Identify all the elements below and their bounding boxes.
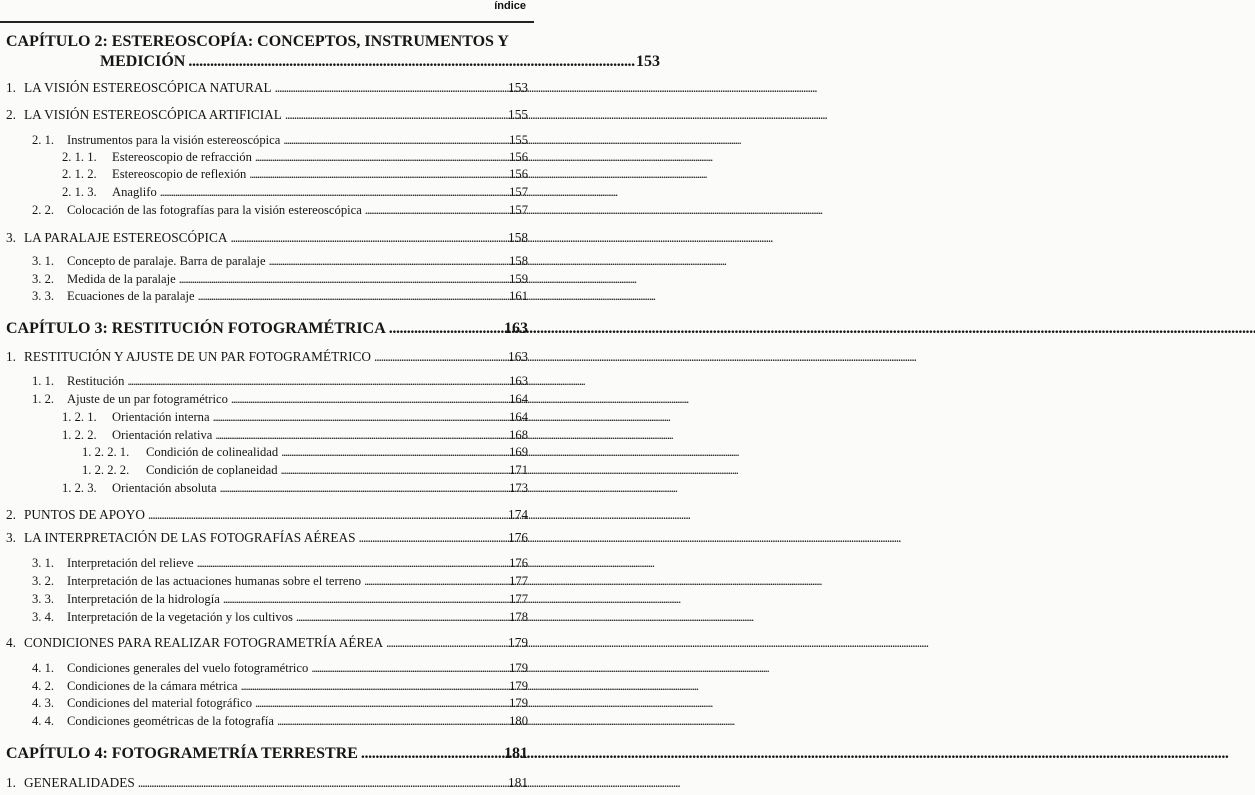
toc-entry[interactable] [62, 428, 528, 443]
toc-entry[interactable] [32, 556, 528, 571]
toc-entry[interactable] [6, 507, 528, 523]
chapter-2-title[interactable]: CAPÍTULO 2: ESTEREOSCOPÍA: CONCEPTOS, INSTRUMENTOS Y [6, 33, 509, 50]
entry-title: Condiciones de la cámara métrica [67, 679, 238, 693]
dot-leader [359, 530, 501, 546]
entry-number: 3. 4. [32, 610, 55, 624]
entry-title: Interpretación de la vegetación y los cultivos [67, 610, 293, 624]
dot-leader [220, 481, 501, 496]
dot-leader [230, 230, 501, 246]
toc-entry[interactable] [62, 167, 528, 182]
dot-leader [296, 610, 501, 625]
dot-leader [160, 185, 501, 200]
entry-number: 3. [6, 530, 16, 545]
entry-title: PUNTOS DE APOYO [24, 507, 145, 522]
entry-page-number: 168 [509, 428, 528, 442]
dot-leader [241, 679, 501, 694]
toc-entry[interactable] [6, 107, 528, 123]
entry-number: 2. [6, 107, 16, 122]
entry-title: Orientación absoluta [112, 481, 217, 495]
dot-leader [275, 80, 501, 96]
entry-number: 2. 1. 2. [62, 167, 97, 181]
dot-leader [269, 254, 501, 269]
entry-number: 1. [6, 80, 16, 95]
toc-entry[interactable] [82, 463, 528, 478]
entry-number: 4. 1. [32, 661, 55, 675]
entry-title: GENERALIDADES [24, 775, 135, 790]
index-label: índice [494, 0, 526, 12]
entry-page-number: 164 [509, 410, 528, 424]
toc-entry[interactable] [62, 481, 528, 496]
entry-page-number: 180 [509, 714, 528, 728]
entry-title: LA VISIÓN ESTEREOSCÓPICA ARTIFICIAL [24, 107, 282, 122]
dot-leader [361, 745, 493, 763]
entry-number: 3. 3. [32, 592, 55, 606]
entry-number: 3. [6, 230, 16, 245]
dot-leader [138, 775, 501, 791]
entry-number: 1. 2. 2. 2. [82, 463, 130, 477]
entry-number: 2. 1. 1. [62, 150, 97, 164]
toc-entry[interactable] [6, 635, 528, 651]
toc-entry[interactable] [32, 610, 528, 625]
entry-page-number: 179 [509, 696, 528, 710]
chapter-2-page: 153 [635, 53, 660, 70]
entry-page-number: 163 [509, 374, 528, 388]
entry-title: Estereoscopio de refracción [112, 150, 252, 164]
entry-page-number: 179 [509, 679, 528, 693]
toc-entry[interactable] [32, 574, 528, 589]
chapter-title-text: CAPÍTULO 4: FOTOGRAMETRÍA TERRESTRE [6, 745, 358, 762]
entry-page-number: 171 [509, 463, 528, 477]
entry-title: Condiciones generales del vuelo fotogramétrico [67, 661, 309, 675]
dot-leader [223, 592, 501, 607]
toc-entry[interactable] [32, 374, 528, 389]
entry-number: 2. 2. [32, 203, 55, 217]
entry-title: Colocación de las fotografías para la visión estereoscópica [67, 203, 362, 217]
entry-number: 1. 2. 2. 1. [82, 445, 130, 459]
entry-page-number: 159 [509, 272, 528, 286]
chapter-4-title[interactable] [6, 745, 528, 763]
entry-number: 3. 1. [32, 254, 55, 268]
entry-title: Orientación interna [112, 410, 210, 424]
toc-entry[interactable] [32, 133, 528, 148]
dot-leader [285, 107, 501, 123]
chapter-3-title[interactable] [6, 320, 528, 338]
entry-title: LA INTERPRETACIÓN DE LAS FOTOGRAFÍAS AÉREAS [24, 530, 356, 545]
entry-number: 2. 1. [32, 133, 55, 147]
entry-number: 3. 2. [32, 574, 55, 588]
entry-number: 3. 3. [32, 289, 55, 303]
toc-entry[interactable] [32, 392, 528, 407]
toc-entry[interactable] [32, 661, 528, 676]
toc-entry[interactable] [32, 254, 528, 269]
toc-entry[interactable] [82, 445, 528, 460]
entry-page-number: 155 [509, 133, 528, 147]
entry-page-number: 158 [508, 230, 528, 245]
entry-page-number: 158 [509, 254, 528, 268]
chapter-title-text: CAPÍTULO 3: RESTITUCIÓN FOTOGRAMÉTRICA [6, 320, 386, 337]
entry-number: 4. 3. [32, 696, 55, 710]
toc-entry[interactable] [6, 80, 528, 96]
entry-page-number: 156 [509, 150, 528, 164]
entry-page-number: 177 [509, 574, 528, 588]
entry-title: Anaglifo [112, 185, 157, 199]
dot-leader [389, 320, 493, 338]
entry-page-number: 174 [508, 507, 528, 522]
toc-entry[interactable] [32, 696, 528, 711]
entry-page-number: 176 [509, 556, 528, 570]
entry-page-number: 161 [509, 289, 528, 303]
entry-number: 3. 1. [32, 556, 55, 570]
toc-entry[interactable] [32, 272, 528, 287]
entry-title: Orientación relativa [112, 428, 213, 442]
dot-leader [198, 289, 501, 304]
entry-title: Condiciones geométricas de la fotografía [67, 714, 275, 728]
chapter-page-number: 181 [504, 745, 528, 762]
entry-title: Interpretación de las actuaciones humanas sobre el terreno [67, 574, 362, 588]
toc-entry[interactable] [32, 714, 528, 729]
dot-leader [213, 410, 501, 425]
toc-entry[interactable] [32, 679, 528, 694]
entry-page-number: 178 [509, 610, 528, 624]
chapter-page-number: 163 [504, 320, 528, 337]
entry-page-number: 177 [509, 592, 528, 606]
entry-title: Ajuste de un par fotogramétrico [67, 392, 228, 406]
entry-title: Medida de la paralaje [67, 272, 176, 286]
dot-leader [311, 661, 501, 676]
toc-entry[interactable] [62, 150, 528, 165]
entry-title: Condición de coplaneidad [146, 463, 278, 477]
entry-page-number: 176 [508, 530, 528, 545]
entry-page-number: 157 [509, 185, 528, 199]
entry-title: Concepto de paralaje. Barra de paralaje [67, 254, 266, 268]
entry-number: 1. 2. [32, 392, 55, 406]
entry-page-number: 156 [509, 167, 528, 181]
dot-leader [374, 349, 501, 365]
toc-entry[interactable] [32, 203, 528, 218]
dot-leader [179, 272, 501, 287]
entry-title: Estereoscopio de reflexión [112, 167, 247, 181]
dot-leader: . . . . . . . . . . . . . . . . . . . . . . . . . . . . . . . . . . . . . . . . . . . . . . . . . . . . . . . . . . . . . . . . . . . . . . . . . . . . . . . . . . . . . . . . . . . . . . . . . . . . . . . . . . . . . . . . . . . . . . . . . . . . [188, 53, 633, 70]
entry-title: Instrumentos para la visión estereoscópica [67, 133, 281, 147]
toc-entry[interactable] [32, 289, 528, 304]
dot-leader [148, 507, 501, 523]
toc-entry[interactable] [6, 230, 528, 246]
entry-page-number: 173 [509, 481, 528, 495]
chapter-2-title-cont: MEDICIÓN [100, 53, 186, 70]
toc-entry[interactable] [32, 592, 528, 607]
dot-leader [215, 428, 501, 443]
entry-page-number: 169 [509, 445, 528, 459]
entry-page-number: 179 [509, 661, 528, 675]
dot-leader [386, 635, 501, 651]
dot-leader [281, 445, 501, 460]
entry-number: 4. 4. [32, 714, 55, 728]
entry-title: LA PARALAJE ESTEREOSCÓPICA [24, 230, 228, 245]
entry-number: 2. 1. 3. [62, 185, 97, 199]
entry-page-number: 153 [508, 80, 528, 95]
entry-title: Condición de colinealidad [146, 445, 279, 459]
entry-number: 1. [6, 775, 16, 790]
header-rule [0, 21, 534, 23]
dot-leader [197, 556, 501, 571]
entry-number: 1. 2. 1. [62, 410, 97, 424]
chapter-2-title-line2[interactable] [100, 53, 660, 71]
dot-leader [255, 150, 501, 165]
entry-number: 1. 2. 2. [62, 428, 97, 442]
entry-page-number: 163 [508, 349, 528, 364]
entry-number: 4. [6, 635, 16, 650]
dot-leader [281, 463, 502, 478]
entry-number: 2. [6, 507, 16, 522]
entry-title: Interpretación del relieve [67, 556, 194, 570]
entry-number: 1. 1. [32, 374, 55, 388]
entry-title: Condiciones del material fotográfico [67, 696, 252, 710]
entry-title: CONDICIONES PARA REALIZAR FOTOGRAMETRÍA AÉREA [24, 635, 384, 650]
entry-page-number: 179 [508, 635, 528, 650]
dot-leader [283, 133, 501, 148]
entry-page-number: 157 [509, 203, 528, 217]
toc-entry[interactable] [62, 185, 528, 200]
entry-title: RESTITUCIÓN Y AJUSTE DE UN PAR FOTOGRAMÉTRICO [24, 349, 371, 364]
entry-title: LA VISIÓN ESTEREOSCÓPICA NATURAL [24, 80, 272, 95]
entry-number: 1. [6, 349, 16, 364]
toc-entry[interactable] [6, 775, 528, 791]
dot-leader [231, 392, 501, 407]
entry-title: Ecuaciones de la paralaje [67, 289, 195, 303]
dot-leader [364, 574, 501, 589]
dot-leader [249, 167, 501, 182]
entry-title: Interpretación de la hidrología [67, 592, 220, 606]
entry-page-number: 164 [509, 392, 528, 406]
entry-page-number: 181 [508, 775, 528, 790]
dot-leader [255, 696, 501, 711]
toc-entry[interactable] [6, 530, 528, 546]
entry-page-number: 155 [508, 107, 528, 122]
toc-entry[interactable] [6, 349, 528, 365]
toc-entry[interactable] [62, 410, 528, 425]
entry-number: 1. 2. 3. [62, 481, 97, 495]
dot-leader [277, 714, 501, 729]
dot-leader [365, 203, 501, 218]
dot-leader [127, 374, 501, 389]
entry-title: Restitución [67, 374, 125, 388]
entry-number: 3. 2. [32, 272, 55, 286]
entry-number: 4. 2. [32, 679, 55, 693]
